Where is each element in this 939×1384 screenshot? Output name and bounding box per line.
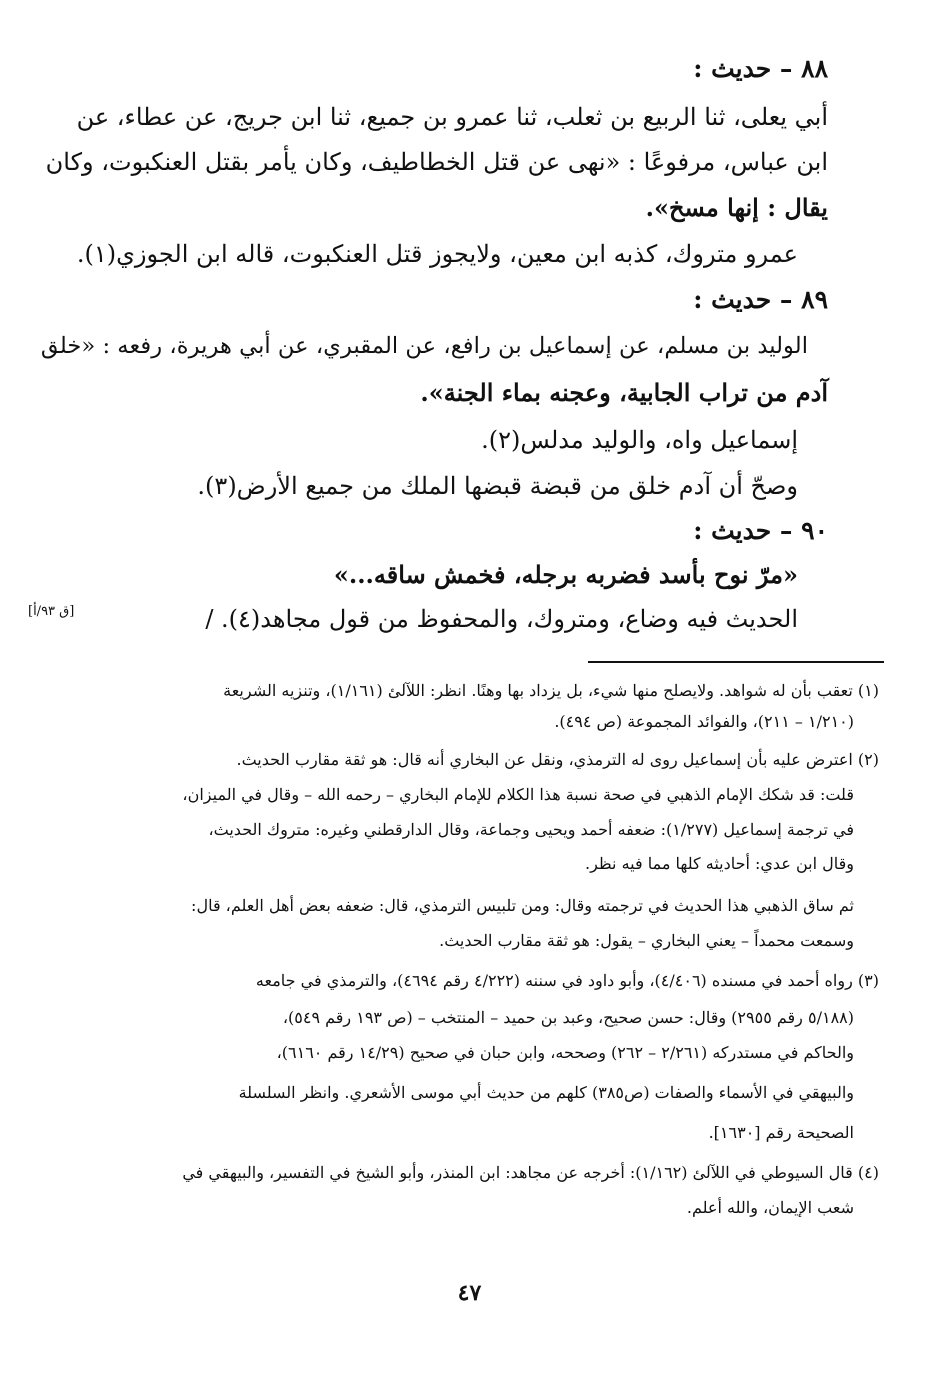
- page-number: ٤٧: [457, 1280, 482, 1306]
- footnote-line: (١) تعقب بأن له شواهد. ولايصلح منها شيء، بل يزداد بها وهنًا. انظر: اللآلئ (١/١٦١)، وتنزيه الشريعة: [223, 681, 879, 700]
- footnote-separator: [588, 661, 884, 663]
- hadith-heading: ٩٠ – حديث :: [693, 516, 828, 545]
- main-text-line: أبي يعلى، ثنا الربيع بن ثعلب، ثنا عمرو بن جميع، ثنا ابن جريج، عن عطاء، عن: [76, 103, 828, 131]
- main-text-line: عمرو متروك، كذبه ابن معين، ولايجوز قتل العنكبوت، قاله ابن الجوزي(١).: [76, 240, 798, 268]
- main-text-line: «مرّ نوح بأسد فضربه برجله، فخمش ساقه...»: [333, 560, 798, 589]
- footnote-line: وقال ابن عدي: أحاديثه كلها مما فيه نظر.: [584, 854, 854, 873]
- footnote-line: الصحيحة رقم [١٦٣٠].: [708, 1123, 854, 1142]
- manuscript-margin-note: [ق ٩٣/أ]: [28, 604, 75, 619]
- main-text-line: يقال : إنها مسخ».: [645, 193, 828, 222]
- hadith-heading: ٨٨ – حديث :: [693, 54, 828, 83]
- footnote-line: ثم ساق الذهبي هذا الحديث في ترجمته وقال: ومن تلبيس الترمذي، قال: ضعفه بعض أهل العلم، قال:: [191, 896, 854, 915]
- footnote-line: والبيهقي في الأسماء والصفات (ص٣٨٥) كلهم من حديث أبي موسى الأشعري. وانظر السلسلة: [238, 1083, 854, 1102]
- main-text-line: آدم من تراب الجابية، وعجنه بماء الجنة».: [420, 378, 828, 407]
- footnote-line: في ترجمة إسماعيل (١/٢٧٧): ضعفه أحمد ويحيى وجماعة، وقال الدارقطني وغيره: متروك الحديث،: [208, 820, 854, 839]
- footnote-line: (٣) رواه أحمد في مسنده (٤/٤٠٦)، وأبو داود في سننه (٤/٢٢٢ رقم ٤٦٩٤)، والترمذي في جامعه: [255, 971, 879, 990]
- footnote-line: وسمعت محمداً – يعني البخاري – يقول: هو ثقة مقارب الحديث.: [439, 931, 854, 950]
- footnote-line: شعب الإيمان، والله أعلم.: [686, 1198, 854, 1217]
- footnote-line: (٥/١٨٨ رقم ٢٩٥٥) وقال: حسن صحيح، وعبد بن حميد – المنتخب – (ص ١٩٣ رقم ٥٤٩)،: [282, 1008, 854, 1027]
- main-text-line: الوليد بن مسلم، عن إسماعيل بن رافع، عن المقبري، عن أبي هريرة، رفعه : «خلق: [40, 333, 808, 359]
- hadith-heading: ٨٩ – حديث :: [693, 285, 828, 314]
- main-text-line: وصحّ أن آدم خلق من قبضة قبضها الملك من جميع الأرض(٣).: [197, 472, 798, 500]
- footnote-line: (٤) قال السيوطي في اللآلئ (١/١٦٢): أخرجه عن مجاهد: ابن المنذر، وأبو الشيخ في التفسير، والبيهقي في: [182, 1163, 879, 1182]
- main-text-line: الحديث فيه وضاع، ومتروك، والمحفوظ من قول مجاهد(٤). /: [205, 605, 798, 633]
- footnote-line: (٢) اعترض عليه بأن إسماعيل روى له الترمذي، ونقل عن البخاري أنه قال: هو ثقة مقارب الحديث.: [236, 750, 879, 769]
- footnote-line: والحاكم في مستدركه (٢/٢٦١ – ٢٦٢) وصححه، وابن حبان في صحيح (١٤/٢٩ رقم ٦١٦٠)،: [276, 1043, 854, 1062]
- main-text-line: إسماعيل واه، والوليد مدلس(٢).: [481, 426, 798, 454]
- footnote-line: قلت: قد شكك الإمام الذهبي في صحة نسبة هذا الكلام للإمام البخاري – رحمه الله – وقال في الميزان،: [182, 785, 854, 804]
- main-text-line: ابن عباس، مرفوعًا : «نهى عن قتل الخطاطيف، وكان يأمر بقتل العنكبوت، وكان: [45, 148, 828, 176]
- footnote-line: (١/٢١٠ – ٢١١)، والفوائد المجموعة (ص ٤٩٤).: [554, 712, 854, 731]
